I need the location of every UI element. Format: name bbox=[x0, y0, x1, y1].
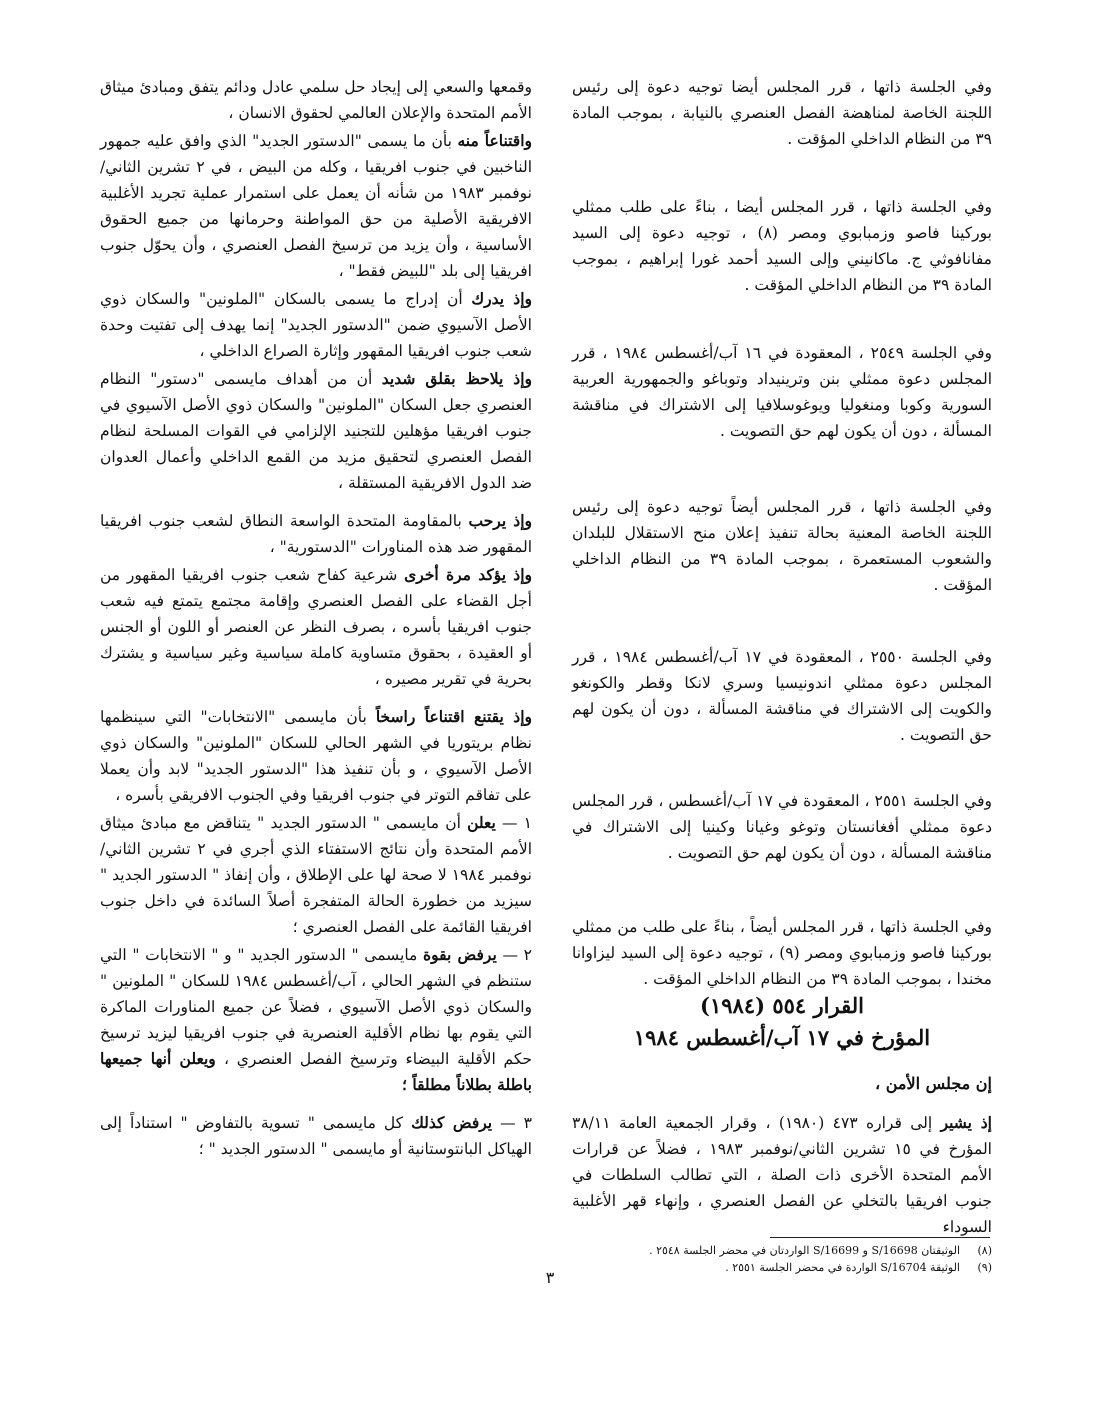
paragraph: وفي الجلسة ذاتها ، قرر المجلس أيضاً توجيه دعوة إلى رئيس اللجنة الخاصة المعنية بحالة تنفيذ إعلان منح الاستقلال للبلدان والشعوب المستعمرة ، بموجب المادة ٣٩ من النظام الداخلي المؤقت . bbox=[572, 498, 992, 594]
paragraph-text: أن إدراج ما يسمى بالسكان "الملونين" والسكان ذوي الأصل الآسيوي ضمن "الدستور الجديد" إنما يهدف إلى تفتيت وحدة شعب جنوب افريقيا المقهور وإثارة الصراع الداخلي ، bbox=[100, 290, 532, 360]
keyword: وإذ يدرك bbox=[471, 289, 532, 308]
paragraph-number: ١ — bbox=[501, 814, 532, 832]
right-column bbox=[572, 74, 992, 1046]
paragraph-text: بالمقاومة المتحدة الواسعة النطاق لشعب جنوب افريقيا المقهور ضد هذه المناورات "الدستورية" ، bbox=[100, 512, 532, 556]
paragraph-number: ٣ — bbox=[500, 1114, 532, 1132]
keyword: يرفض بقوة bbox=[423, 945, 497, 964]
operative-paragraph-3 bbox=[100, 1110, 532, 1162]
keyword: يرفض كذلك bbox=[411, 1113, 493, 1132]
paragraph: وفي الجلسة ٢٥٥١ ، المعقودة في ١٧ آب/أغسطس ، قرر المجلس دعوة ممثلي أفغانستان وتوغو وغيانا وكينيا إلى الاشتراك في مناقشة المسألة ، دون أن يكون لهم حق التصويت . bbox=[572, 792, 992, 862]
left-column bbox=[100, 74, 532, 1164]
paragraph bbox=[100, 508, 532, 560]
paragraph bbox=[100, 128, 532, 284]
paragraph: وفي الجلسة ذاتها ، قرر المجلس أيضاً ، بناءً على طلب من ممثلي بوركينا فاصو وزمبابوي ومصر (٩) ، توجيه دعوة إلى السيد ليزاوانا مخندا ، بموجب المادة ٣٩ من النظام الداخلي المؤقت . bbox=[572, 918, 992, 988]
paragraph: وفي الجلسة ذاتها ، قرر المجلس أيضا توجيه دعوة إلى رئيس اللجنة الخاصة لمناهضة الفصل العنصري بالنيابة ، بموجب المادة ٣٩ من النظام الداخلي المؤقت . bbox=[572, 78, 992, 148]
keyword: إذ يشير bbox=[940, 1113, 992, 1132]
operative-paragraph-2 bbox=[100, 942, 532, 1098]
paragraph-text: بأن مايسمى "الانتخابات" التي سينظمها نظام بريتوريا في الشهر الحالي للسكان "الملونين" والسكان ذوي الأصل الآسيوي ، و بأن تنفيذ هذا "الدستور الجديد" لابد وأن يعملا على تفاقم التوتر في جنوب افريقيا وفي الجنوب الافريقي بأسره ، bbox=[100, 708, 532, 804]
paragraph: وقمعها والسعي إلى إيجاد حل سلمي عادل ودائم يتفق ومبادئ ميثاق الأمم المتحدة والإعلان العالمي لحقوق الانسان ، bbox=[100, 78, 532, 122]
paragraph-text: مايسمى " الدستور الجديد " و " الانتخابات " التي ستنظم في الشهر الحالي ، آب/أغسطس ١٩٨٤ للسكان " الملونين " والسكان ذوي الأصل الآسيوي ، فضلاً عن جميع المناورات الماكرة التي يقوم بها نظام الأقلية العنصرية في جنوب افريقيا ليزيد ترسيخ حكم الأقلية البيضاء وترسيخ الفصل العنصري ، bbox=[100, 946, 532, 1068]
footnote bbox=[572, 1259, 992, 1276]
council-opening: إن مجلس الأمن ، bbox=[875, 1074, 992, 1093]
paragraph bbox=[100, 704, 532, 808]
keyword: وإذ يؤكد مرة أخرى bbox=[404, 565, 532, 584]
footnote bbox=[572, 1242, 992, 1259]
keyword: ويعلن أنها جميعها باطلة بطلاناً مطلقاً ؛ bbox=[100, 1049, 532, 1094]
paragraph-text: كل مايسمى " تسوية بالتفاوض " استناداً إلى الهياكل البانتوستانية أو مايسمى " الدستور الجديد " ؛ bbox=[100, 1114, 532, 1158]
resolution-title: القرار ٥٥٤ (١٩٨٤) bbox=[700, 993, 864, 1018]
paragraph: وفي الجلسة ٢٥٤٩ ، المعقودة في ١٦ آب/أغسطس ١٩٨٤ ، قرر المجلس دعوة ممثلي بنن وترينيداد وتوباغو والجمهورية العربية السورية وكوبا ومنغوليا ويوغوسلافيا إلى الاشتراك في مناقشة المسألة ، دون أن يكون لهم حق التصويت . bbox=[572, 344, 992, 440]
resolution-heading bbox=[572, 990, 992, 1054]
paragraph-text: أن مايسمى " الدستور الجديد " يتناقض مع مبادئ ميثاق الأمم المتحدة وأن نتائج الاستفتاء الذي أجري في ٢ تشرين الثاني/نوفمبر ١٩٨٤ لا صحة لها على الإطلاق ، وأن إنفاذ " الدستور الجديد " سيزيد من خطورة الحالة المتفجرة أصلاً السائدة في داخل جنوب افريقيا القائمة على الفصل العنصري ؛ bbox=[100, 814, 533, 936]
page-number: ٣ bbox=[545, 1268, 555, 1287]
footnote-text: الوثيقة S/16704 الواردة في محضر الجلسة ٢٥٥١ . bbox=[725, 1261, 960, 1274]
footnote-number: (٩) bbox=[977, 1261, 992, 1274]
paragraph-text: أن من أهداف مايسمى "دستور" النظام العنصري جعل السكان "الملونين" والسكان ذوي الأصل الآسيوي في جنوب افريقيا مؤهلين للتجنيد الإلزامي في القوات المسلحة لنظام الفصل العنصري لتحقيق مزيد من القمع الداخلي وأعمال العدوان ضد الدول الافريقية المستقلة ، bbox=[100, 370, 532, 492]
preamble-paragraph bbox=[572, 1110, 992, 1240]
keyword: وإذ يلاحظ بقلق شديد bbox=[381, 369, 532, 388]
keyword: واقتناعاً منه bbox=[457, 131, 532, 150]
keyword: وإذ يقتنع اقتناعاً راسخاً bbox=[375, 707, 532, 726]
paragraph-number: ٢ — bbox=[502, 946, 532, 964]
resolution-date: المؤرخ في ١٧ آب/أغسطس ١٩٨٤ bbox=[633, 1025, 931, 1050]
paragraph bbox=[100, 562, 532, 692]
footnote-divider bbox=[770, 1237, 990, 1238]
preamble-text: إلى قراره ٤٧٣ (١٩٨٠) ، وقرار الجمعية العامة ٣٨/١١ المؤرخ في ١٥ تشرين الثاني/نوفمبر ١٩٨٣ ، فضلاً عن قرارات الأمم المتحدة الأخرى ذات الصلة ، التي تطالب السلطات في جنوب افريقيا بالتخلي عن الفصل العنصري ، وإنهاء قهر الأغلبية السوداء bbox=[572, 1114, 992, 1236]
paragraph-text: بأن ما يسمى "الدستور الجديد" الذي وافق عليه جمهور الناخبين في جنوب افريقيا ، وكله من البيض ، في ٢ تشرين الثاني/نوفمبر ١٩٨٣ من شأنه أن يعمل على استمرار عملية تجريد الأغلبية الافريقية الأصلية من حق المواطنة وحرمانها من جميع الحقوق الأساسية ، وأن يزيد من ترسيخ الفصل العنصري ، وأن يحوّل جنوب افريقيا إلى بلد "للبيض فقط" ، bbox=[100, 132, 532, 280]
paragraph: وفي الجلسة ٢٥٥٠ ، المعقودة في ١٧ آب/أغسطس ١٩٨٤ ، قرر المجلس دعوة ممثلي اندونيسيا وسري لانكا وقطر والكونغو والكويت إلى الاشتراك في مناقشة المسألة ، دون أن يكون لهم حق التصويت . bbox=[572, 648, 992, 744]
keyword: يعلن bbox=[467, 813, 496, 832]
keyword: وإذ يرحب bbox=[468, 511, 533, 530]
footnote-text: الوثيقتان S/16698 و S/16699 الواردتان في محضر الجلسة ٢٥٤٨ . bbox=[649, 1244, 960, 1257]
operative-paragraph-1 bbox=[100, 810, 532, 940]
paragraph bbox=[100, 366, 532, 496]
footnote-number: (٨) bbox=[977, 1244, 992, 1257]
paragraph-text: شرعية كفاح شعب جنوب افريقيا المقهور من أجل القضاء على الفصل العنصري وإقامة مجتمع يتمتع فيه شعب جنوب افريقيا بأسره ، بصرف النظر عن العنصر أو اللون أو الجنس أو العقيدة ، بحقوق متساوية كاملة سياسية وغير سياسية و يشترك بحرية في تقرير مصيره ، bbox=[100, 566, 532, 688]
paragraph: وفي الجلسة ذاتها ، قرر المجلس أيضا ، بناءً على طلب ممثلي بوركينا فاصو وزمبابوي ومصر (٨) ، توجيه دعوة إلى السيد مفانافوثي ج. ماكانيني وإلى السيد أحمد غورا إبراهيم ، بموجب المادة ٣٩ من النظام الداخلي المؤقت . bbox=[572, 198, 992, 294]
paragraph bbox=[100, 286, 532, 364]
footnotes bbox=[572, 1242, 992, 1276]
